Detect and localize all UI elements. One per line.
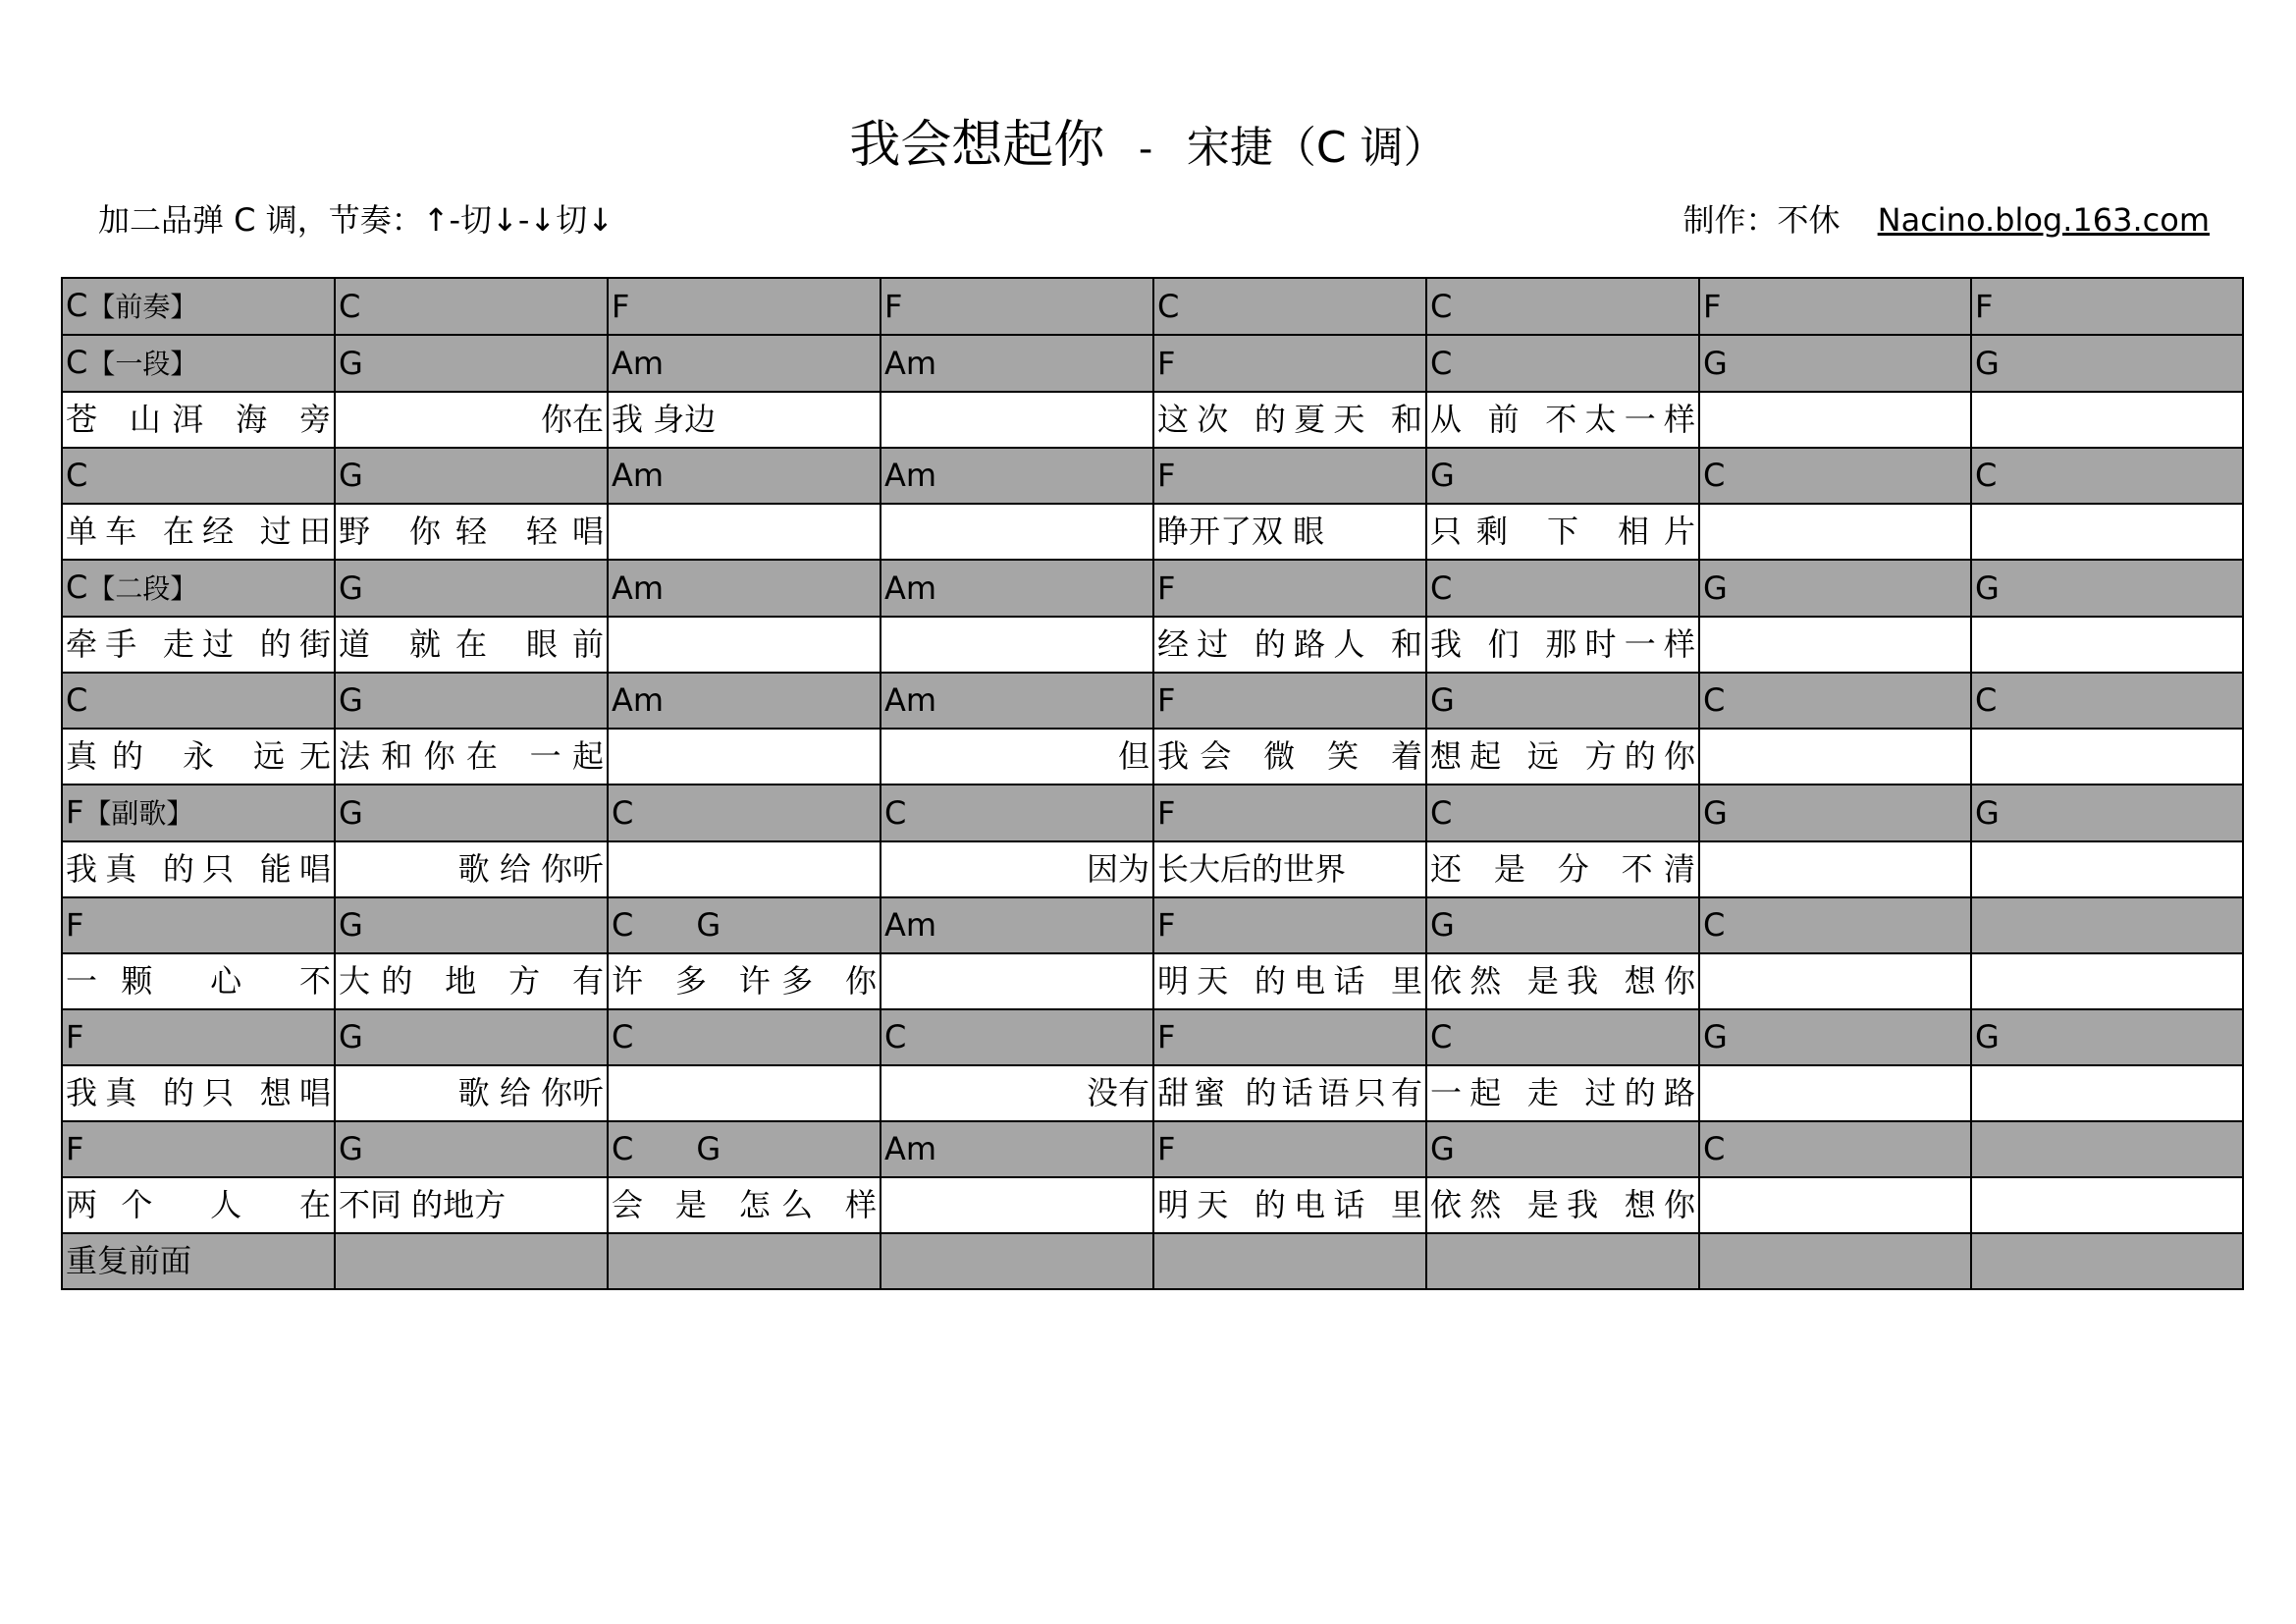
lyric: 我 身边 (608, 392, 881, 448)
lyric: 从 前 不太一样 (1426, 392, 1699, 448)
page-title (0, 106, 2296, 185)
lyric (1699, 617, 1971, 673)
chord-row (62, 335, 2243, 392)
empty-cell (608, 1233, 881, 1289)
lyric-row (62, 617, 2243, 673)
section-tag: 【前奏】 (87, 291, 198, 323)
section-tag: 【副歌】 (83, 797, 194, 830)
chord: F (1153, 560, 1426, 617)
lyric (1699, 1065, 1971, 1121)
chord (1971, 1121, 2243, 1177)
lyric (1971, 1065, 2243, 1121)
chord: G (1426, 673, 1699, 729)
lyric: 只剩 下 相片 (1426, 504, 1699, 560)
chord-row (62, 278, 2243, 335)
lyric (1699, 392, 1971, 448)
lyric (608, 729, 881, 785)
chord: G (1971, 785, 2243, 841)
chord-row (62, 785, 2243, 841)
lyric: 我会 微 笑 着 (1153, 729, 1426, 785)
chord: F (1971, 278, 2243, 335)
repeat-note: 重复前面 (62, 1233, 335, 1289)
lyric: 还 是 分 不清 (1426, 841, 1699, 897)
lyric: 我真 的只 想唱 (62, 1065, 335, 1121)
chord: F (1153, 335, 1426, 392)
lyric: 明天 的电话 里 (1153, 1177, 1426, 1233)
lyric: 想起 远 方的你 (1426, 729, 1699, 785)
empty-cell (1426, 1233, 1699, 1289)
title-separator: - (1138, 127, 1153, 172)
chord: F (608, 278, 881, 335)
chord: C (1699, 673, 1971, 729)
song-title: 我会想起你 (849, 116, 1105, 175)
chord: C (608, 1009, 881, 1065)
artist-key: 宋捷（C 调） (1186, 123, 1447, 173)
chord: F (62, 897, 335, 953)
chord: C (1971, 673, 2243, 729)
credits (1682, 194, 2210, 245)
section-tag: 【一段】 (87, 348, 198, 380)
chord-sheet-table (61, 277, 2244, 1290)
chord: F (881, 278, 1153, 335)
chord: G (1971, 560, 2243, 617)
chord: C (62, 448, 335, 504)
empty-cell (1699, 1233, 1971, 1289)
lyric (608, 1065, 881, 1121)
lyric: 明天 的电话 里 (1153, 953, 1426, 1009)
lyric (881, 617, 1153, 673)
chord: Am (608, 335, 881, 392)
section-cell (62, 335, 335, 392)
chord: F (62, 1121, 335, 1177)
lyric (1699, 729, 1971, 785)
empty-cell (335, 1233, 608, 1289)
chord: Am (881, 673, 1153, 729)
chord: G (335, 560, 608, 617)
lyric: 许 多 许多 你 (608, 953, 881, 1009)
chord: G (1699, 560, 1971, 617)
lyric: 两个 人 在 (62, 1177, 335, 1233)
section-cell (62, 560, 335, 617)
chord: C G (608, 897, 881, 953)
lyric: 单车 在经 过田 (62, 504, 335, 560)
chord-row (62, 673, 2243, 729)
lyric-row (62, 953, 2243, 1009)
chord: G (335, 335, 608, 392)
lyric: 歌 给 你听 (335, 841, 608, 897)
chord: Am (881, 335, 1153, 392)
lyric (881, 953, 1153, 1009)
lyric: 经过 的路人 和 (1153, 617, 1426, 673)
lyric: 这次 的夏天 和 (1153, 392, 1426, 448)
lyric-row (62, 1065, 2243, 1121)
chord: G (335, 1121, 608, 1177)
chord: F (62, 1009, 335, 1065)
chord: G (1426, 448, 1699, 504)
lyric (1699, 953, 1971, 1009)
lyric: 长大后的世界 (1153, 841, 1426, 897)
chord: Am (881, 560, 1153, 617)
chord: G (335, 1009, 608, 1065)
lyric (1699, 841, 1971, 897)
chord: Am (881, 448, 1153, 504)
chord-row (62, 1009, 2243, 1065)
chord: G (1971, 1009, 2243, 1065)
empty-cell (1153, 1233, 1426, 1289)
chord: F (1153, 673, 1426, 729)
lyric: 你在 (335, 392, 608, 448)
chord: C (1699, 448, 1971, 504)
section-cell (62, 785, 335, 841)
chord: G (335, 673, 608, 729)
chord: C (66, 287, 88, 324)
chord: C (1426, 1009, 1699, 1065)
lyric: 一起 走 过的路 (1426, 1065, 1699, 1121)
lyric: 依然 是我 想你 (1426, 953, 1699, 1009)
lyric: 甜蜜 的话语只有 (1153, 1065, 1426, 1121)
lyric: 但 (881, 729, 1153, 785)
lyric: 睁开了双 眼 (1153, 504, 1426, 560)
chord: G (335, 785, 608, 841)
chord: Am (608, 560, 881, 617)
lyric: 大的 地 方 有 (335, 953, 608, 1009)
lyric (1971, 617, 2243, 673)
section-tag: 【二段】 (87, 572, 198, 605)
playing-instructions: 加二品弹 C 调，节奏：↑-切↓-↓切↓ (98, 201, 614, 239)
lyric: 苍 山洱 海 旁 (62, 392, 335, 448)
chord: Am (608, 673, 881, 729)
chord: F (1153, 1009, 1426, 1065)
lyric (1971, 729, 2243, 785)
lyric: 没有 (881, 1065, 1153, 1121)
chord: G (335, 448, 608, 504)
chord-row (62, 448, 2243, 504)
chord: C (1426, 278, 1699, 335)
chord (1971, 897, 2243, 953)
lyric: 野 你轻 轻唱 (335, 504, 608, 560)
repeat-row (62, 1233, 2243, 1289)
chord: F (66, 793, 84, 831)
empty-cell (1971, 1233, 2243, 1289)
lyric: 不同 的地方 (335, 1177, 608, 1233)
chord: F (1153, 1121, 1426, 1177)
section-cell (62, 278, 335, 335)
lyric-row (62, 504, 2243, 560)
chord: C (608, 785, 881, 841)
blog-link[interactable]: Nacino.blog.163.com (1877, 201, 2210, 239)
lyric (1971, 1177, 2243, 1233)
chord: C (335, 278, 608, 335)
chord: Am (881, 1121, 1153, 1177)
lyric (1971, 841, 2243, 897)
lyric (881, 1177, 1153, 1233)
chord: Am (881, 897, 1153, 953)
chord: G (1971, 335, 2243, 392)
lyric (881, 392, 1153, 448)
chord: G (1699, 335, 1971, 392)
lyric-row (62, 841, 2243, 897)
lyric: 因为 (881, 841, 1153, 897)
chord: F (1153, 897, 1426, 953)
lyric (1971, 504, 2243, 560)
lyric: 牵手 走过 的街 (62, 617, 335, 673)
chord: G (1426, 897, 1699, 953)
chord: C G (608, 1121, 881, 1177)
lyric: 一颗 心 不 (62, 953, 335, 1009)
chord: Am (608, 448, 881, 504)
lyric: 依然 是我 想你 (1426, 1177, 1699, 1233)
chord: F (1699, 278, 1971, 335)
lyric (608, 504, 881, 560)
lyric: 会 是 怎么 样 (608, 1177, 881, 1233)
lyric: 歌 给 你听 (335, 1065, 608, 1121)
lyric (608, 841, 881, 897)
chord: G (1426, 1121, 1699, 1177)
chord: C (1426, 335, 1699, 392)
chord-row (62, 560, 2243, 617)
chord: C (1699, 897, 1971, 953)
chord: G (1699, 1009, 1971, 1065)
chord: C (66, 344, 88, 381)
lyric (1699, 1177, 1971, 1233)
chord: G (1699, 785, 1971, 841)
chord-row (62, 1121, 2243, 1177)
chord: C (881, 785, 1153, 841)
chord: C (1971, 448, 2243, 504)
chord: C (1426, 785, 1699, 841)
lyric (881, 504, 1153, 560)
lyric (1699, 504, 1971, 560)
lyric: 法和你在 一起 (335, 729, 608, 785)
chord: F (1153, 448, 1426, 504)
chord: C (1153, 278, 1426, 335)
empty-cell (881, 1233, 1153, 1289)
lyric (608, 617, 881, 673)
chord: C (66, 568, 88, 606)
chord-row (62, 897, 2243, 953)
lyric (1971, 392, 2243, 448)
chord: F (1153, 785, 1426, 841)
lyric: 道 就在 眼前 (335, 617, 608, 673)
lyric (1971, 953, 2243, 1009)
chord: G (335, 897, 608, 953)
lyric-row (62, 392, 2243, 448)
chord: C (881, 1009, 1153, 1065)
lyric-row (62, 729, 2243, 785)
chord: C (62, 673, 335, 729)
lyric: 我 们 那时一样 (1426, 617, 1699, 673)
lyric: 真的 永 远无 (62, 729, 335, 785)
lyric: 我真 的只 能唱 (62, 841, 335, 897)
lyric-row (62, 1177, 2243, 1233)
author-credit: 制作：不休 (1682, 201, 1841, 239)
chord: C (1699, 1121, 1971, 1177)
chord: C (1426, 560, 1699, 617)
